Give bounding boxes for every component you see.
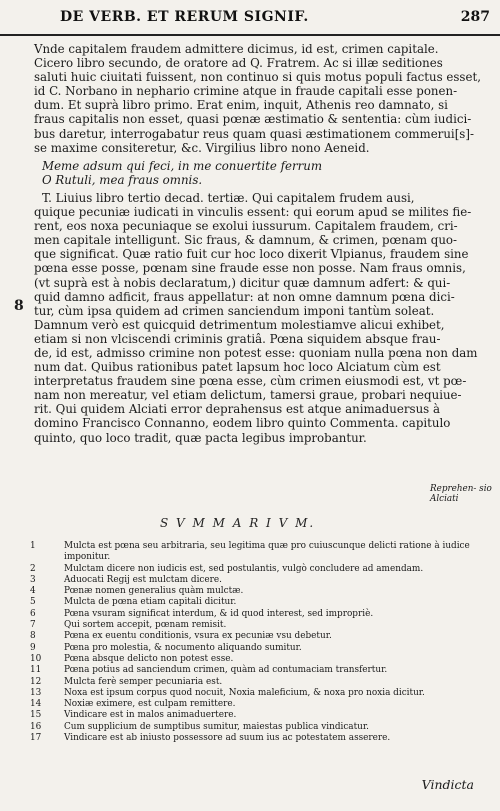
running-head: DE VERB. ET RERUM SIGNIF.: [60, 9, 309, 25]
summary-item: [30, 688, 450, 699]
text-line: Damnum verò est quicquid detrimentum molestiamve alicui exhibet,: [34, 317, 445, 332]
text-line: T. Liuius libro tertio decad. tertiæ. Qui capitalem frudem ausi,: [42, 190, 415, 205]
summary-number: 17: [30, 733, 42, 744]
text-line: etiam si non vlciscendi criminis gratiâ. Pœna siquidem absque frau-: [34, 331, 441, 346]
summary-number: 11: [30, 665, 42, 676]
summary-number: 2: [30, 563, 36, 574]
summary-text: Pœna potius ad sanciendum crimen, quàm ad contumaciam transfertur.: [64, 665, 388, 676]
margin-number: 8: [14, 298, 24, 314]
summary-item: [30, 552, 450, 563]
text-line: fraus capitalis non esset, quasi pœnæ æstimatio & sententia: cùm iudici-: [34, 112, 472, 127]
summary-item: [30, 710, 450, 721]
summary-text: Aduocati Regij est mulctam dicere.: [64, 574, 222, 585]
summary-text: Cum supplicium de sumptibus sumitur, maiestas publica vindicatur.: [64, 721, 369, 732]
summary-number: 7: [30, 620, 36, 631]
summary-text: Mulcta est pœna seu arbitraria, seu legitima quæ pro cuiuscunque delicti ratione à iudice: [64, 541, 470, 551]
summary-number: 1: [30, 541, 36, 551]
text-line: interpretatus fraudem sine pœna esse, cùm crimen eiusmodi est, vt pœ-: [34, 374, 467, 389]
text-line: tur, cùm ipsa quidem ad crimen sanciendum imponi tantùm soleat.: [34, 303, 435, 318]
text-line: num dat. Quibus rationibus patet lapsum hoc loco Alciatum cùm est: [34, 360, 441, 375]
summary-text: Qui sortem accepit, pœnam remisit.: [64, 620, 227, 631]
margin-note: Reprehen- sio Alciati: [430, 484, 492, 504]
summary-list: [30, 541, 470, 744]
main-text: [34, 42, 481, 445]
summary-item: [30, 541, 470, 552]
summary-number: 14: [30, 699, 42, 710]
text-line: de, id est, admisso crimine non potest esse: quoniam nulla pœna non dam: [34, 345, 478, 360]
summary-text: Pœna vsuram significat interdum, & id quod interest, sed impropriè.: [64, 608, 374, 619]
summary-item: [30, 620, 450, 631]
summary-number: 12: [30, 676, 42, 687]
summary-number: 9: [30, 642, 36, 653]
summary-number: 3: [30, 574, 36, 585]
summary-item: [30, 643, 450, 654]
summary-text: Mulctam dicere non iudicis est, sed postulantis, vulgò concludere ad amendam.: [64, 563, 424, 574]
summary-text: Mulcta de pœna etiam capitali dicitur.: [64, 597, 237, 608]
page-header: [0, 0, 500, 36]
summary-text: imponitur.: [64, 552, 111, 563]
summary-item: [30, 677, 450, 688]
text-line: se maxime consiteretur, &c. Virgilius libro nono Aeneid.: [34, 140, 370, 155]
summary-number: 13: [30, 687, 42, 698]
summary-item: [30, 722, 450, 733]
text-line: Cicero libro secundo, de oratore ad Q. Fratrem. Ac si illæ seditiones: [34, 56, 443, 71]
text-line: domino Francisco Connanno, eodem libro quinto Commenta. capitulo: [34, 416, 451, 431]
verse-line: Meme adsum qui feci, in me conuertite ferrum: [42, 158, 323, 173]
text-line: id C. Norbano in nephario crimine atque in fraude capitali esse ponen-: [34, 84, 458, 99]
summary-text: Pœna absque delicto non potest esse.: [64, 653, 234, 664]
catchword: Vindicta: [421, 777, 474, 792]
summary-item: [30, 597, 450, 608]
summary-number: 15: [30, 710, 42, 721]
summary-item: [30, 564, 450, 575]
text-line: quique pecuniæ iudicati in vinculis essent: qui eorum apud se milites fie-: [34, 205, 472, 220]
text-line: men capitale intelligunt. Sic fraus, & damnum, & crimen, pœnam quo-: [34, 233, 458, 248]
text-line: quid damno adficit, fraus appellatur: at non omne damnum pœna dici-: [34, 289, 455, 304]
summary-item: [30, 631, 450, 642]
text-line: rit. Qui quidem Alciati error deprahensus est atque animaduersus à: [34, 402, 441, 417]
summary-number: 6: [30, 608, 36, 619]
summary-item: [30, 586, 450, 597]
summary-text: Pœna pro molestia, & nocumento aliquando sumitur.: [64, 642, 302, 653]
summary-item: [30, 654, 450, 665]
summary-number: 4: [30, 586, 36, 597]
summary-number: 5: [30, 597, 36, 608]
summary-text: Pœna ex euentu conditionis, vsura ex pecuniæ vsu debetur.: [64, 631, 332, 642]
summary-text: Vindicare est ab iniusto possessore ad suum ius ac potestatem asserere.: [64, 733, 391, 744]
text-line: saluti huic ciuitati fuissent, non continuo si quis motus populi factus esset,: [34, 70, 481, 85]
text-line: quinto, quo loco tradit, quæ pacta legibus improbantur.: [34, 430, 367, 445]
text-line: pœna esse posse, pœnam sine fraude esse non posse. Nam fraus omnis,: [34, 261, 466, 276]
summary-item: [30, 665, 450, 676]
summary-number: 10: [30, 653, 42, 664]
text-line: bus daretur, interrogabatur reus quam quasi æstimationem commerui[s]-: [34, 126, 474, 141]
text-line: Vnde capitalem fraudem admittere dicimus, id est, crimen capitale.: [34, 42, 439, 56]
summary-item: [30, 575, 450, 586]
summary-text: Vindicare est in malos animaduertere.: [64, 710, 237, 721]
summary-number: 8: [30, 631, 36, 642]
text-line: dum. Et suprà libro primo. Erat enim, inquit, Athenis reo damnato, si: [34, 98, 448, 113]
summary-number: [30, 552, 64, 563]
text-line: que significat. Quæ ratio fuit cur hoc loco dixerit Vlpianus, fraudem sine: [34, 247, 469, 262]
summary-number: 16: [30, 721, 42, 732]
summary-text: Mulcta ferè semper pecuniaria est.: [64, 676, 223, 687]
summary-text: Noxa est ipsum corpus quod nocuit, Noxia maleficium, & noxa pro noxia dicitur.: [64, 687, 425, 698]
text-line: (vt suprà est à nobis declaratum,) dicitur quæ damnum adfert: & qui-: [34, 275, 451, 290]
text-line: rent, eos noxa pecuniaque se exolui iussurum. Capitalem fraudem, cri-: [34, 219, 458, 234]
summary-text: Noxiæ eximere, est culpam remittere.: [64, 699, 236, 710]
summary-title: S V M M A R I V M.: [160, 516, 316, 530]
verse-line: O Rutuli, mea fraus omnis.: [42, 172, 203, 187]
summary-item: [30, 609, 450, 620]
page-number: 287: [460, 9, 490, 25]
summary-item: [30, 699, 450, 710]
summary-text: Pœnæ nomen generalius quàm mulctæ.: [64, 586, 244, 597]
summary-item: [30, 733, 450, 744]
text-line: nam non mereatur, vel etiam delictum, tamersi graue, probari nequiue-: [34, 388, 462, 403]
